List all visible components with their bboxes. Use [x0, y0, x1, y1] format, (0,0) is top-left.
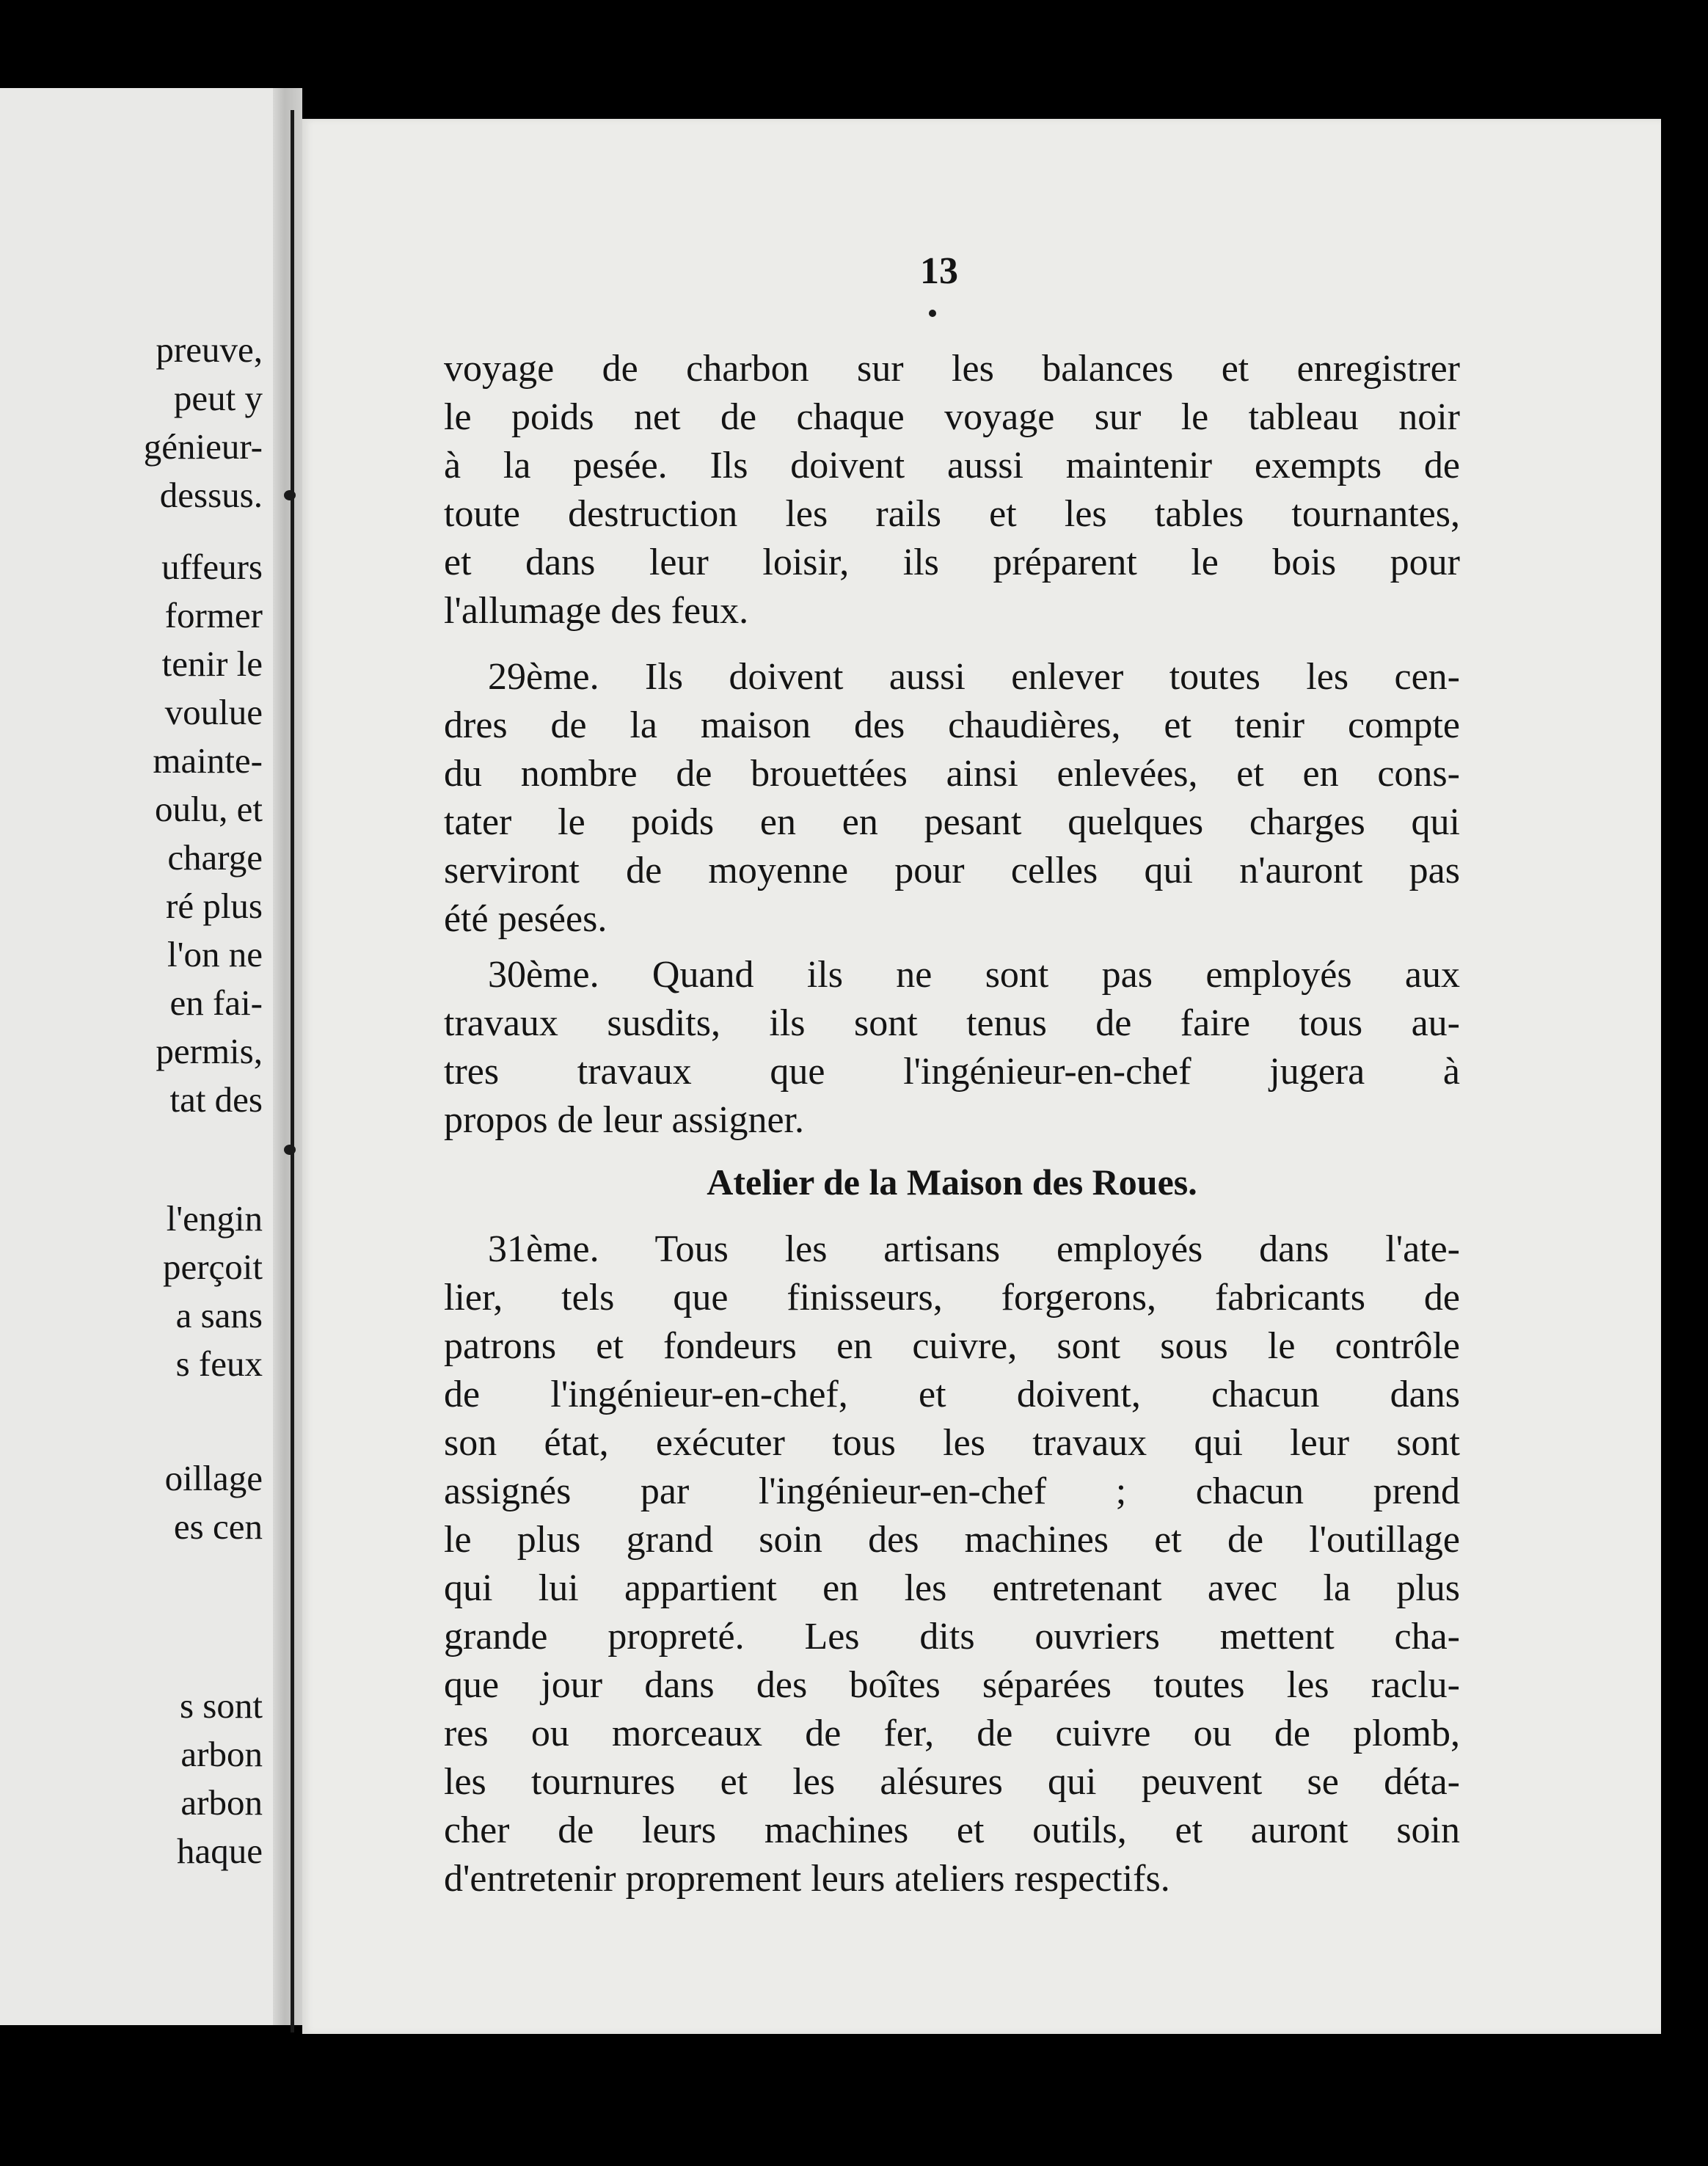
spine-notch [284, 1145, 296, 1155]
left-page-line: mainte- [153, 740, 263, 781]
text-line: l'allumage des feux. [444, 590, 749, 632]
text-line: propos de leur assigner. [444, 1099, 805, 1141]
text-line: toute destruction les rails et les tables tournantes, [444, 493, 1460, 535]
text-line: res ou morceaux de fer, de cuivre ou de plomb, [444, 1713, 1460, 1754]
text-line: le poids net de chaque voyage sur le tableau noir [444, 396, 1460, 438]
left-page-line: charge [167, 837, 263, 878]
paragraph-29 [444, 653, 1460, 944]
spine-line [291, 110, 294, 2032]
text-line: dres de la maison des chaudières, et tenir compte [444, 704, 1460, 746]
left-page-line: preuve, [156, 329, 263, 370]
text-line: les tournures et les alésures qui peuvent se déta- [444, 1761, 1460, 1803]
text-line: d'entretenir proprement leurs ateliers respectifs. [444, 1858, 1170, 1900]
left-page-line: génieur- [143, 426, 263, 467]
left-page-line: permis, [156, 1031, 263, 1071]
left-page-line: l'on ne [167, 934, 263, 974]
left-page-line: arbon [180, 1734, 263, 1774]
left-page-line: l'engin [166, 1198, 263, 1239]
left-page-line: haque [177, 1831, 263, 1871]
left-page-line: a sans [175, 1295, 263, 1335]
left-page-line: uffeurs [161, 547, 263, 587]
left-page-line: tat des [169, 1079, 263, 1120]
ink-dot [929, 310, 936, 317]
text-line: qui lui appartient en les entretenant avec la plus [444, 1567, 1460, 1609]
text-line: travaux susdits, ils sont tenus de faire tous au- [444, 1002, 1460, 1044]
paragraph-31 [444, 1225, 1460, 1903]
left-page-line: tenir le [161, 643, 263, 684]
left-page-line: s feux [175, 1343, 263, 1384]
text-line: été pesées. [444, 898, 607, 940]
text-line: cher de leurs machines et outils, et auront soin [444, 1809, 1460, 1851]
left-page-line: voulue [164, 692, 263, 732]
text-line: le plus grand soin des machines et de l'outillage [444, 1519, 1460, 1561]
text-line: et dans leur loisir, ils préparent le bois pour [444, 542, 1460, 583]
text-line: 29ème. Ils doivent aussi enlever toutes les cen- [488, 656, 1460, 698]
text-line: lier, tels que finisseurs, forgerons, fabricants de [444, 1277, 1460, 1319]
text-line: de l'ingénieur-en-chef, et doivent, chacun dans [444, 1374, 1460, 1415]
paragraph-30 [444, 951, 1460, 1145]
text-line: son état, exécuter tous les travaux qui leur sont [444, 1422, 1460, 1464]
text-line: que jour dans des boîtes séparées toutes les raclu- [444, 1664, 1460, 1706]
left-page-fragment [0, 88, 273, 2025]
paragraph-continuation [444, 345, 1460, 635]
left-page-line: oillage [164, 1458, 263, 1498]
text-line: à la pesée. Ils doivent aussi maintenir exempts de [444, 445, 1460, 486]
text-line: serviront de moyenne pour celles qui n'auront pas [444, 850, 1460, 891]
left-page-line: perçoit [162, 1247, 263, 1287]
left-page-line: former [164, 595, 263, 635]
left-page-line: es cen [173, 1506, 263, 1547]
text-line: assignés par l'ingénieur-en-chef ; chacun prend [444, 1470, 1460, 1512]
left-page-line: ré plus [166, 886, 263, 926]
text-line: voyage de charbon sur les balances et enregistrer [444, 348, 1460, 390]
text-line: tres travaux que l'ingénieur-en-chef jugera à [444, 1051, 1460, 1093]
text-line: grande propreté. Les dits ouvriers mettent cha- [444, 1616, 1460, 1658]
section-heading: Atelier de la Maison des Roues. [707, 1162, 1197, 1203]
left-page-line: arbon [180, 1782, 263, 1823]
text-line: patrons et fondeurs en cuivre, sont sous le contrôle [444, 1325, 1460, 1367]
page-number: 13 [920, 250, 958, 292]
text-line: du nombre de brouettées ainsi enlevées, et en cons- [444, 753, 1460, 795]
text-line: 31ème. Tous les artisans employés dans l'ate- [488, 1228, 1460, 1270]
left-page-line: dessus. [159, 475, 263, 515]
text-line: 30ème. Quand ils ne sont pas employés aux [488, 954, 1460, 996]
book-gutter [273, 88, 302, 2025]
left-page-line: s sont [179, 1685, 263, 1726]
text-line: tater le poids en en pesant quelques charges qui [444, 801, 1460, 843]
left-page-line: peut y [173, 378, 263, 418]
left-page-line: en fai- [169, 982, 263, 1023]
spine-notch [284, 490, 296, 500]
left-page-line: oulu, et [155, 789, 263, 829]
